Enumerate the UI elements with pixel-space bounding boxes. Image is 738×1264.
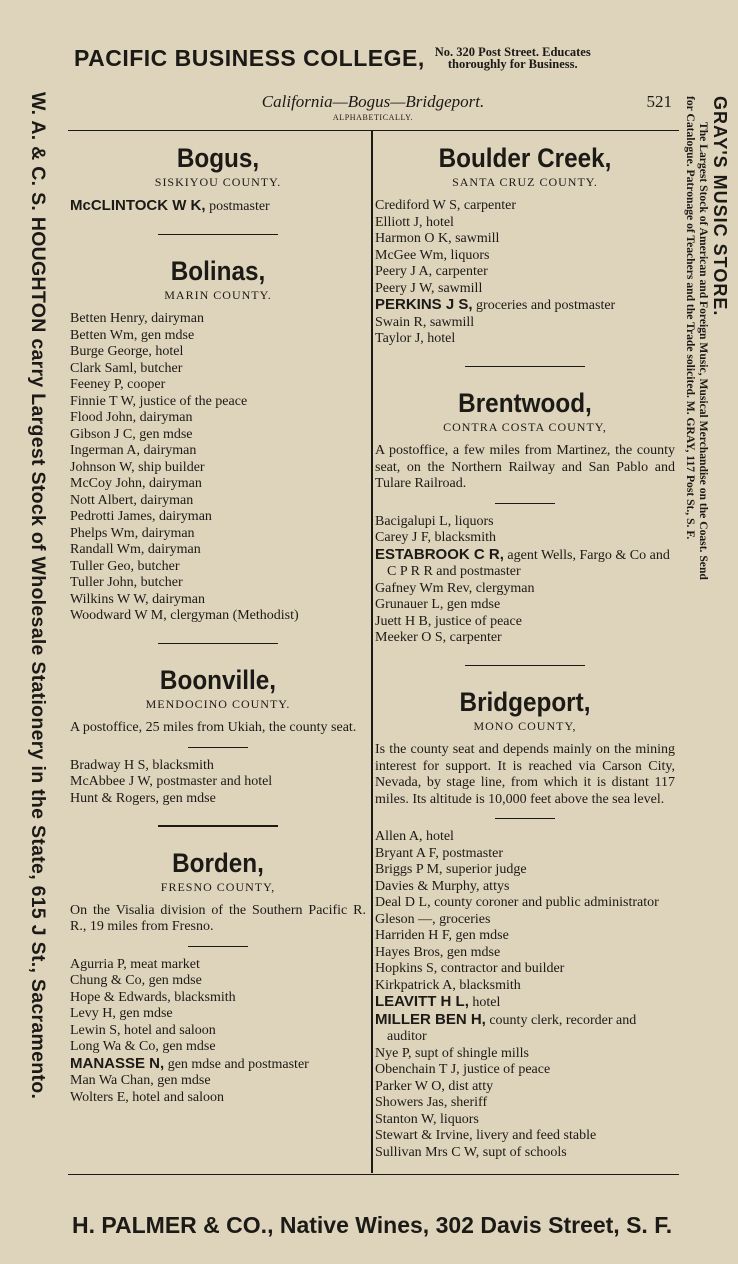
town-name: Boonville, bbox=[159, 665, 277, 695]
entry-text: Stanton W, liquors bbox=[375, 1111, 479, 1127]
entry-text: Stewart & Irvine, livery and feed stable bbox=[375, 1128, 597, 1143]
section-divider bbox=[465, 665, 585, 667]
top-advertisement bbox=[74, 40, 674, 76]
left-column bbox=[70, 140, 366, 1106]
directory-entry bbox=[375, 547, 675, 581]
entry-text: Finnie T W, justice of the peace bbox=[70, 393, 248, 409]
directory-entry bbox=[70, 427, 366, 444]
town-section bbox=[375, 142, 675, 348]
town-section bbox=[70, 664, 366, 807]
directory-entry bbox=[375, 1046, 675, 1063]
entry-text: Burge George, hotel bbox=[70, 344, 184, 359]
town-name: Boulder Creek, bbox=[438, 143, 612, 173]
entry-text: hotel bbox=[468, 995, 501, 1010]
directory-entry bbox=[70, 973, 366, 990]
directory-entry bbox=[70, 1056, 366, 1074]
directory-entry bbox=[375, 862, 675, 879]
directory-entry bbox=[375, 198, 675, 215]
entry-text: Kirkpatrick A, blacksmith bbox=[375, 977, 521, 993]
town-name: Bogus, bbox=[176, 143, 260, 173]
directory-entry bbox=[70, 526, 366, 543]
directory-entry bbox=[70, 957, 366, 974]
entry-text: Long Wa & Co, gen mdse bbox=[70, 1039, 216, 1054]
directory-entry bbox=[70, 394, 366, 411]
directory-entry bbox=[70, 476, 366, 493]
right-ad-name: GRAY'S MUSIC STORE. bbox=[710, 96, 730, 317]
directory-entry bbox=[375, 248, 675, 265]
entry-name-bold: McCLINTOCK W K, bbox=[70, 197, 206, 214]
entry-text: Betten Henry, dairyman bbox=[70, 311, 204, 326]
directory-entry bbox=[375, 530, 675, 547]
entry-name-bold: ESTABROOK C R, bbox=[375, 545, 504, 563]
entry-text: Harmon O K, sawmill bbox=[375, 231, 500, 246]
entry-text: Davies & Murphy, attys bbox=[375, 878, 510, 894]
right-column bbox=[375, 140, 675, 1161]
directory-entry bbox=[375, 597, 675, 614]
top-ad-line1: No. 320 Post Street. Educates bbox=[434, 45, 591, 59]
right-margin-advertisement bbox=[684, 96, 730, 1196]
entry-text: Gleson —, groceries bbox=[375, 911, 491, 927]
town-section bbox=[375, 387, 675, 647]
entry-name-bold: MANASSE N, bbox=[70, 1054, 165, 1072]
entry-text: county clerk, recorder and auditor bbox=[387, 1012, 637, 1044]
entry-name-bold: MILLER BEN H, bbox=[375, 1010, 486, 1028]
directory-entry bbox=[70, 774, 366, 791]
directory-entry bbox=[70, 1023, 366, 1040]
directory-entry bbox=[375, 912, 675, 929]
directory-entry bbox=[70, 443, 366, 460]
entry-text: Briggs P M, superior judge bbox=[375, 862, 527, 877]
county-name: MONO COUNTY, bbox=[473, 719, 577, 733]
entry-text: McAbbee J W, postmaster and hotel bbox=[70, 774, 273, 789]
entry-text: Peery J A, carpenter bbox=[375, 264, 488, 279]
directory-entry bbox=[375, 281, 675, 298]
directory-entry bbox=[375, 961, 675, 978]
county-name: CONTRA COSTA COUNTY, bbox=[443, 420, 607, 434]
county-name: SISKIYOU COUNTY. bbox=[154, 175, 282, 189]
directory-entry bbox=[375, 231, 675, 248]
entry-text: Bradway H S, blacksmith bbox=[70, 757, 214, 773]
entry-text: Chung & Co, gen mdse bbox=[70, 973, 202, 988]
directory-entry bbox=[70, 198, 366, 216]
entry-text: Harriden H F, gen mdse bbox=[375, 928, 509, 943]
entry-text: postmaster bbox=[205, 199, 270, 214]
directory-entry bbox=[375, 315, 675, 332]
directory-entry bbox=[375, 895, 675, 912]
town-description: A postoffice, 25 miles from Ukiah, the county seat. bbox=[70, 720, 357, 735]
directory-entry bbox=[70, 1006, 366, 1023]
directory-entry bbox=[375, 1062, 675, 1079]
directory-entry bbox=[375, 978, 675, 995]
entry-text: agent Wells, Fargo & Co and C P R R and postmaster bbox=[387, 547, 670, 579]
entry-text: Meeker O S, carpenter bbox=[375, 630, 502, 645]
town-section bbox=[375, 686, 675, 1161]
entry-name-bold: PERKINS J S, bbox=[375, 296, 473, 313]
directory-entry bbox=[70, 1090, 366, 1107]
left-margin-advertisement: W. A. & C. S. HOUGHTON carry Largest Stock of Wholesale Stationery in the State, 615 J St., Sacramento. bbox=[27, 92, 49, 1100]
directory-entry bbox=[70, 509, 366, 526]
entry-text: Nye P, supt of shingle mills bbox=[375, 1045, 530, 1061]
directory-entry bbox=[375, 630, 675, 647]
directory-entry bbox=[70, 460, 366, 477]
section-divider bbox=[158, 643, 278, 645]
directory-entry bbox=[375, 1095, 675, 1112]
town-section bbox=[70, 255, 366, 625]
directory-entry bbox=[70, 608, 366, 625]
entry-text: Bryant A F, postmaster bbox=[375, 845, 503, 861]
entry-text: Elliott J, hotel bbox=[375, 214, 454, 230]
short-rule bbox=[188, 946, 248, 947]
directory-entry bbox=[70, 1073, 366, 1090]
directory-entry bbox=[375, 1128, 675, 1145]
entry-text: Feeney P, cooper bbox=[70, 377, 166, 392]
page-number: 521 bbox=[646, 92, 672, 111]
directory-entry bbox=[70, 328, 366, 345]
entry-text: McCoy John, dairyman bbox=[70, 476, 202, 491]
entry-text: Man Wa Chan, gen mdse bbox=[70, 1073, 211, 1088]
entry-text: Hunt & Rogers, gen mdse bbox=[70, 790, 216, 806]
top-ad-line2: thoroughly for Business. bbox=[447, 57, 578, 71]
bottom-advertisement: H. PALMER & CO., Native Wines, 302 Davis Street, S. F. bbox=[72, 1212, 673, 1238]
directory-entry bbox=[375, 614, 675, 631]
entry-text: Johnson W, ship builder bbox=[70, 459, 205, 475]
section-divider bbox=[465, 366, 585, 368]
directory-entry bbox=[375, 829, 675, 846]
page-subtitle: ALPHABETICALLY. bbox=[332, 113, 414, 122]
entry-text: Peery J W, sawmill bbox=[375, 280, 483, 296]
directory-entry bbox=[70, 311, 366, 328]
entry-text: Woodward W M, clergyman (Methodist) bbox=[70, 608, 299, 623]
directory-entry bbox=[70, 1039, 366, 1056]
entry-text: Levy H, gen mdse bbox=[70, 1006, 173, 1021]
county-name: MENDOCINO COUNTY. bbox=[145, 697, 291, 711]
directory-entry bbox=[375, 215, 675, 232]
entry-text: Randall Wm, dairyman bbox=[70, 542, 201, 557]
right-ad-line1: The Largest Stock of American and Foreign Music, Musical Merchandise on the Coast. Send bbox=[697, 122, 710, 580]
entry-text: Crediford W S, carpenter bbox=[375, 198, 516, 213]
directory-entry bbox=[70, 592, 366, 609]
entry-text: Phelps Wm, dairyman bbox=[70, 525, 195, 541]
town-section bbox=[70, 142, 366, 216]
town-name: Borden, bbox=[172, 847, 264, 878]
entry-text: Gibson J C, gen mdse bbox=[70, 426, 193, 442]
short-rule bbox=[495, 503, 555, 504]
short-rule bbox=[188, 747, 248, 748]
county-name: FRESNO COUNTY, bbox=[160, 879, 276, 894]
directory-entry bbox=[70, 575, 366, 592]
directory-entry bbox=[375, 1079, 675, 1096]
entry-text: Juett H B, justice of peace bbox=[375, 613, 522, 629]
entry-text: Allen A, hotel bbox=[375, 829, 454, 844]
entry-text: Carey J F, blacksmith bbox=[375, 530, 496, 545]
entry-text: Gafney Wm Rev, clergyman bbox=[375, 580, 535, 596]
directory-entry bbox=[375, 994, 675, 1012]
entry-text: Hayes Bros, gen mdse bbox=[375, 944, 501, 960]
entry-text: Clark Saml, butcher bbox=[70, 360, 183, 376]
directory-entry bbox=[70, 758, 366, 775]
entry-text: Taylor J, hotel bbox=[375, 331, 456, 346]
town-description: On the Visalia division of the Southern Pacific R. R., 19 miles from Fresno. bbox=[70, 902, 366, 934]
county-name: SANTA CRUZ COUNTY. bbox=[452, 175, 598, 189]
directory-entry bbox=[70, 361, 366, 378]
directory-entry bbox=[375, 945, 675, 962]
directory-entry bbox=[70, 377, 366, 394]
entry-text: Bacigalupi L, liquors bbox=[375, 513, 494, 529]
directory-entry bbox=[70, 542, 366, 559]
entry-text: Betten Wm, gen mdse bbox=[70, 327, 195, 343]
directory-entry bbox=[375, 1112, 675, 1129]
entry-name-bold: LEAVITT H L, bbox=[375, 993, 469, 1010]
column-divider bbox=[371, 130, 373, 1173]
entry-text: Obenchain T J, justice of peace bbox=[375, 1062, 551, 1077]
directory-entry bbox=[375, 264, 675, 281]
directory-entry bbox=[70, 410, 366, 427]
entry-text: groceries and postmaster bbox=[472, 298, 616, 313]
entry-text: Showers Jas, sheriff bbox=[375, 1095, 488, 1110]
entry-text: Flood John, dairyman bbox=[70, 410, 193, 425]
county-name: MARIN COUNTY. bbox=[164, 288, 272, 302]
directory-entry bbox=[375, 514, 675, 531]
page-header bbox=[68, 92, 678, 130]
entry-text: Tuller John, butcher bbox=[70, 575, 183, 590]
town-name: Brentwood, bbox=[458, 388, 592, 418]
directory-entry bbox=[375, 331, 675, 348]
entry-text: Nott Albert, dairyman bbox=[70, 492, 194, 508]
directory-entry bbox=[70, 990, 366, 1007]
short-rule bbox=[495, 818, 555, 819]
directory-entry bbox=[70, 493, 366, 510]
directory-entry bbox=[375, 928, 675, 945]
entry-text: Hope & Edwards, blacksmith bbox=[70, 989, 236, 1005]
entry-text: Pedrotti James, dairyman bbox=[70, 509, 212, 524]
directory-entry bbox=[70, 344, 366, 361]
entry-text: Wilkins W W, dairyman bbox=[70, 591, 206, 607]
directory-entry bbox=[375, 879, 675, 896]
entry-text: Swain R, sawmill bbox=[375, 314, 475, 330]
top-ad-details bbox=[435, 46, 591, 70]
town-name: Bridgeport, bbox=[459, 687, 591, 717]
entry-text: Wolters E, hotel and saloon bbox=[70, 1089, 225, 1105]
town-section bbox=[70, 847, 366, 1107]
directory-entry bbox=[70, 559, 366, 576]
entry-text: Ingerman A, dairyman bbox=[70, 443, 197, 458]
page-title: California—Bogus—Bridgeport. bbox=[261, 92, 485, 111]
right-ad-line2: for Catalogue. Patronage of Teachers and the Trade solicited. M. GRAY, 117 Post St., S. F. bbox=[684, 96, 697, 540]
directory-entry bbox=[375, 581, 675, 598]
town-description: Is the county seat and depends mainly on the mining interest for support. It is reached via Carson City, Nevada, by stage line, from which it is distant 117 miles. Its altitude is 10,000 feet above the sea level. bbox=[375, 742, 675, 807]
entry-text: Sullivan Mrs C W, supt of schools bbox=[375, 1144, 567, 1160]
directory-entry bbox=[70, 791, 366, 808]
entry-text: Grunauer L, gen mdse bbox=[375, 597, 501, 612]
section-divider bbox=[158, 825, 278, 827]
directory-entry bbox=[375, 1012, 675, 1046]
entry-text: McGee Wm, liquors bbox=[375, 247, 490, 263]
section-divider bbox=[158, 234, 278, 236]
entry-text: Tuller Geo, butcher bbox=[70, 558, 180, 574]
town-name: Bolinas, bbox=[170, 256, 266, 286]
top-ad-name: PACIFIC BUSINESS COLLEGE, bbox=[74, 44, 425, 71]
entry-text: Lewin S, hotel and saloon bbox=[70, 1022, 216, 1038]
entry-text: Hopkins S, contractor and builder bbox=[375, 961, 565, 976]
entry-text: Agurria P, meat market bbox=[70, 956, 200, 972]
entry-text: gen mdse and postmaster bbox=[164, 1056, 309, 1072]
entry-text: Deal D L, county coroner and public administrator bbox=[375, 895, 659, 910]
entry-text: Parker W O, dist atty bbox=[375, 1078, 494, 1094]
directory-entry bbox=[375, 846, 675, 863]
directory-entry bbox=[375, 297, 675, 315]
town-description: A postoffice, a few miles from Martinez, the county seat, on the Northern Railway and San Pablo and Tulare Railroad. bbox=[375, 443, 675, 491]
directory-entry bbox=[375, 1145, 675, 1162]
